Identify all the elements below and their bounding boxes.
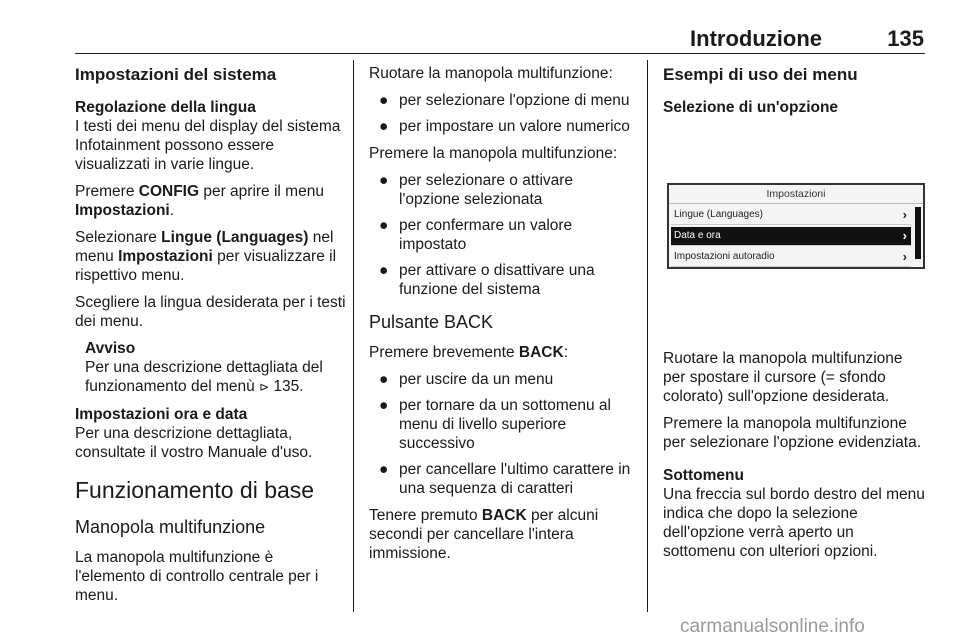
paragraph: Per una descrizione dettagliata, consultate il vostro Manuale d'uso. xyxy=(75,425,313,461)
display-screen xyxy=(667,183,925,269)
bullet-icon: ● xyxy=(379,172,389,189)
paragraph: Ruotare la manopola multifunzione: xyxy=(369,65,613,82)
paragraph: Premere CONFIG per aprire il menu Impostazioni. xyxy=(75,183,324,219)
paragraph: I testi dei menu del display del sistema Infotainment possono essere visualizzati in varie lingue. xyxy=(75,118,341,173)
bullet-icon: ● xyxy=(379,217,389,234)
list-item: ● per selezionare l'opzione di menu xyxy=(379,92,630,109)
cross-reference-arrow-icon: ⊳ xyxy=(259,380,270,394)
bullet-icon: ● xyxy=(379,118,389,135)
paragraph: Premere la manopola multifunzione: xyxy=(369,145,618,162)
bullet-list-premere xyxy=(369,171,637,299)
screen-menu-item-lingue: Lingue (Languages) › xyxy=(671,206,911,225)
header-title: Introduzione xyxy=(690,26,822,51)
chevron-right-icon: › xyxy=(902,228,907,243)
page-number: 135 xyxy=(887,26,924,51)
screen-menu-item-autoradio: Impostazioni autoradio › xyxy=(671,248,911,267)
bullet-icon: ● xyxy=(379,262,389,279)
section-title-sistema: Impostazioni del sistema xyxy=(75,65,277,84)
bullet-icon: ● xyxy=(379,397,389,414)
bullet-icon: ● xyxy=(379,461,389,478)
screen-scrollbar xyxy=(915,207,921,259)
list-item: ● per cancellare l'ultimo carattere in una sequenza di caratteri xyxy=(379,461,631,497)
screen-menu-item-data-ora: Data e ora › xyxy=(671,227,911,246)
column-divider-2 xyxy=(647,60,648,612)
bullet-icon: ● xyxy=(379,92,389,109)
column-divider-1 xyxy=(353,60,354,612)
paragraph: La manopola multifunzione è l'elemento di controllo centrale per i menu. xyxy=(75,549,319,604)
bullet-list-ruotare xyxy=(369,91,637,136)
column-1 xyxy=(75,64,347,613)
paragraph: Tenere premuto BACK per alcuni secondi per cancellare l'intera immissione. xyxy=(369,507,599,562)
paragraph: Selezionare Lingue (Languages) nel menu Impostazioni per visualizzare il rispettivo menu. xyxy=(75,229,337,284)
subheading-sottomenu: Sottomenu xyxy=(663,467,744,484)
section-title-back: Pulsante BACK xyxy=(369,312,494,332)
list-item: ● per confermare un valore impostato xyxy=(379,217,573,253)
subheading-ora: Impostazioni ora e data xyxy=(75,406,248,423)
subheading-lingua: Regolazione della lingua xyxy=(75,99,256,116)
paragraph: Ruotare la manopola multifunzione per spostare il cursore (= sfondo colorato) sull'opzione desiderata. xyxy=(663,350,903,405)
column-3 xyxy=(663,64,927,569)
paragraph: Premere la manopola multifunzione per selezionare l'opzione evidenziata. xyxy=(663,415,922,451)
list-item: ● per impostare un valore numerico xyxy=(379,118,630,135)
section-title-manopola: Manopola multifunzione xyxy=(75,517,266,537)
chapter-title: Funzionamento di base xyxy=(75,477,315,503)
paragraph: Premere brevemente BACK: xyxy=(369,344,568,361)
chevron-right-icon: › xyxy=(902,207,907,222)
note-text: Per una descrizione dettagliata del funzionamento del menù ⊳ 135. xyxy=(85,359,323,395)
watermark: carmanualsonline.info xyxy=(680,616,865,637)
note-title: Avviso xyxy=(85,340,136,357)
paragraph: Scegliere la lingua desiderata per i testi dei menu. xyxy=(75,294,346,330)
section-title-esempi: Esempi di uso dei menu xyxy=(663,65,858,84)
list-item: ● per selezionare o attivare l'opzione selezionata xyxy=(379,172,574,208)
list-item: ● per attivare o disattivare una funzione del sistema xyxy=(379,262,595,298)
list-item: ● per uscire da un menu xyxy=(379,371,554,388)
header-rule xyxy=(75,53,925,54)
bullet-list-back xyxy=(369,370,637,498)
column-2 xyxy=(369,64,637,571)
chevron-right-icon: › xyxy=(902,249,907,264)
subheading-selezione: Selezione di un'opzione xyxy=(663,99,839,116)
paragraph: Una freccia sul bordo destro del menu indica che dopo la selezione dell'opzione verrà aperto un sottomenu con ulteriori opzioni. xyxy=(663,486,925,560)
list-item: ● per tornare da un sottomenu al menu di livello superiore successivo xyxy=(379,397,611,452)
display-illustration xyxy=(663,127,925,335)
screen-title: Impostazioni xyxy=(669,185,923,204)
bullet-icon: ● xyxy=(379,371,389,388)
note-box xyxy=(75,339,347,397)
